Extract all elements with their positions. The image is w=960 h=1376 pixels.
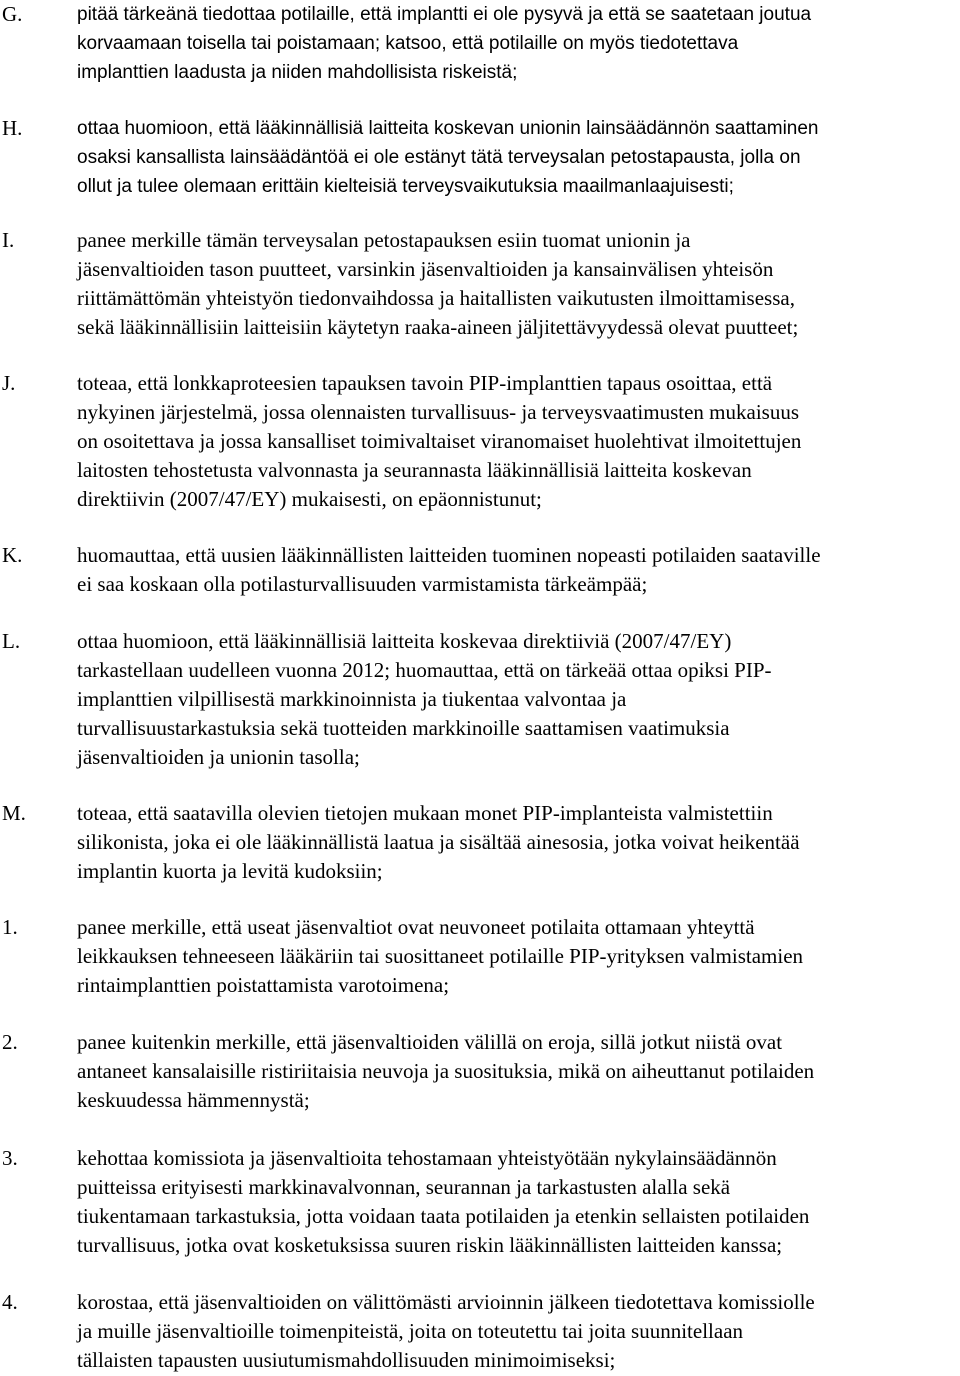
list-item (0, 799, 960, 886)
list-item (0, 627, 960, 772)
list-item (0, 541, 960, 599)
item-marker: 1. (2, 915, 18, 939)
item-text: korostaa, että jäsenvaltioiden on välittömästi arvioinnin jälkeen tiedotettava komissiolle ja muille jäsenvaltioille toimenpiteistä, joita on toteutettu tai joita suunnitellaan tällaisten tapausten uusiutumismahdollisuuden minimoimiseksi; (77, 1290, 815, 1372)
item-text: pitää tärkeänä tiedottaa potilaille, että implantti ei ole pysyvä ja että se saatetaan joutua korvaamaan toisella tai poistamaan; katsoo, että potilaille on myös tiedotettava implanttien laadusta ja niiden mahdollisista riskeistä; (77, 4, 812, 83)
item-marker: G. (2, 2, 23, 26)
list-item (0, 913, 960, 1000)
list-item (0, 369, 960, 514)
item-marker: 3. (2, 1146, 18, 1170)
list-item (0, 114, 960, 201)
item-marker: M. (2, 801, 26, 825)
item-text: kehottaa komissiota ja jäsenvaltioita tehostamaan yhteistyötään nykylainsäädännön puitteissa erityisesti markkinavalvonnan, seurannan ja tarkastusten alalla sekä tiukentamaan tarkastuksia, jotta voidaan taata potilaiden ja etenkin sellaisten potilaiden turvallisuus, jotka ovat kosketuksissa suuren riskin lääkinnällisten laitteiden kanssa; (77, 1146, 810, 1257)
item-marker: L. (2, 629, 21, 653)
list-item (0, 226, 960, 342)
list-item (0, 0, 960, 87)
item-text: panee merkille tämän terveysalan petostapauksen esiin tuomat unionin ja jäsenvaltioiden tason puutteet, varsinkin jäsenvaltioiden ja kansainvälisen yhteisön riittämättömän yhteistyön tiedonvaihdossa ja haitallisten vaikutusten ilmoittamisessa, sekä lääkinnällisiin laitteisiin käytetyn raaka-aineen jäljitettävyydessä olevat puutteet; (77, 228, 799, 339)
item-text: panee kuitenkin merkille, että jäsenvaltioiden välillä on eroja, sillä jotkut niistä ovat antaneet kansalaisille ristiriitaisia neuvoja ja suosituksia, mikä on aiheuttanut potilaiden keskuudessa hämmennystä; (77, 1030, 815, 1112)
list-item (0, 1288, 960, 1375)
item-marker: H. (2, 116, 23, 140)
item-marker: J. (2, 371, 16, 395)
item-marker: 4. (2, 1290, 18, 1314)
item-text: huomauttaa, että uusien lääkinnällisten laitteiden tuominen nopeasti potilaiden saataville ei saa koskaan olla potilasturvallisuuden varmistamista tärkeämpää; (77, 543, 821, 596)
item-text: toteaa, että saatavilla olevien tietojen mukaan monet PIP-implanteista valmistettiin silikonista, joka ei ole lääkinnällistä laatua ja sisältää ainesosia, jotka voivat heikentää implantin kuorta ja levitä kudoksiin; (77, 801, 800, 883)
item-marker: K. (2, 543, 23, 567)
item-marker: 2. (2, 1030, 18, 1054)
item-text: panee merkille, että useat jäsenvaltiot ovat neuvoneet potilaita ottamaan yhteyttä leikkauksen tehneeseen lääkäriin tai suosittaneet potilaille PIP-yrityksen valmistamien rintaimplanttien poistattamista varotoimena; (77, 915, 804, 997)
list-item (0, 1028, 960, 1115)
item-text: ottaa huomioon, että lääkinnällisiä laitteita koskevan unionin lainsäädännön saattaminen osaksi kansallista lainsäädäntöä ei ole estänyt tätä terveysalan petostapausta, jolla on ollut ja tulee olemaan erittäin kielteisiä terveysvaikutuksia maailmanlaajuisesti; (77, 118, 819, 197)
item-text: ottaa huomioon, että lääkinnällisiä laitteita koskevaa direktiiviä (2007/47/EY) tarkastellaan uudelleen vuonna 2012; huomauttaa, että on tärkeää ottaa opiksi PIP- implanttien vilpillisestä markkinoinnista ja tiukentaa valvontaa ja turvallisuustarkastuksia sekä tuotteiden markkinoille saattamisen vaatimuksia jäsenvaltioiden ja unionin tasolla; (77, 629, 772, 769)
list-item (0, 1144, 960, 1260)
item-marker: I. (2, 228, 15, 252)
item-text: toteaa, että lonkkaproteesien tapauksen tavoin PIP-implanttien tapaus osoittaa, että nykyinen järjestelmä, jossa olennaisten turvallisuus- ja terveysvaatimusten mukaisuus on osoitettava ja jossa kansalliset toimivaltaiset viranomaiset huolehtivat ilmoitettujen laitosten tehostetusta valvonnasta ja seurannasta lääkinnällisiä laitteita koskevan direktiivin (2007/47/EY) mukaisesti, on epäonnistunut; (77, 371, 802, 511)
